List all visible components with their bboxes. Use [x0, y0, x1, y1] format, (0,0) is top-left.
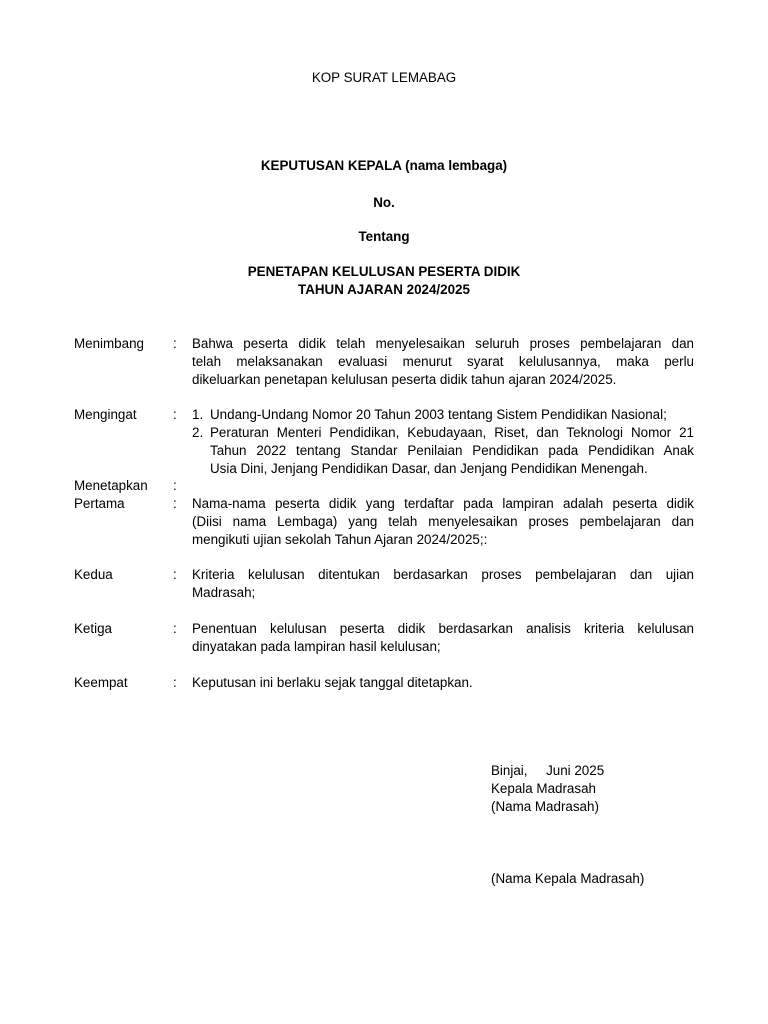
keempat-text: [192, 674, 694, 692]
signature-position: Kepala Madrasah: [491, 781, 596, 796]
mengingat-item-text: [210, 424, 694, 478]
pertama-line: (Diisi nama Lembaga) yang telah menyelesaikan proses pembelajaran dan: [192, 514, 694, 529]
mengingat-item-line: Tahun 2022 tentang Standar Penilaian Pendidikan pada Pendidikan Anak: [210, 443, 694, 458]
mengingat-item-number: 1.: [192, 407, 204, 422]
ketiga-colon: :: [173, 621, 177, 636]
kedua-line: Kriteria kelulusan ditentukan berdasarkan proses pembelajaran dan ujian: [192, 567, 694, 582]
mengingat-item-number: 2.: [192, 425, 204, 440]
keempat-label: Keempat: [74, 675, 128, 690]
pertama-line: mengikuti ujian sekolah Tahun Ajaran 2024/2025;:: [192, 532, 488, 547]
mengingat-label: Mengingat: [74, 407, 137, 422]
mengingat-item-line: Usia Dini, Jenjang Pendidikan Dasar, dan Jenjang Pendidikan Menengah.: [210, 461, 648, 476]
menetapkan-colon: :: [173, 478, 177, 493]
keempat-colon: :: [173, 675, 177, 690]
pertama-line: Nama-nama peserta didik yang terdaftar pada lampiran adalah peserta didik: [192, 496, 694, 511]
ketiga-line: dinyatakan pada lampiran hasil kelulusan;: [192, 639, 441, 654]
menimbang-line: telah melaksanakan evaluasi menurut syarat kelulusannya, maka perlu: [192, 354, 694, 369]
kedua-text: [192, 566, 694, 602]
mengingat-item-line: Peraturan Menteri Pendidikan, Kebudayaan, Riset, dan Teknologi Nomor 21: [210, 425, 694, 440]
ketiga-text: [192, 620, 694, 656]
decree-title: KEPUTUSAN KEPALA (nama lembaga): [260, 158, 508, 173]
kedua-line: Madrasah;: [192, 585, 256, 600]
menimbang-text: [192, 335, 694, 389]
menimbang-label: Menimbang: [74, 336, 144, 351]
kedua-label: Kedua: [74, 567, 113, 582]
signature-name: (Nama Kepala Madrasah): [491, 871, 645, 886]
signature-place-date: Binjai, Juni 2025: [491, 763, 605, 778]
keempat-line: Keputusan ini berlaku sejak tanggal ditetapkan.: [192, 675, 473, 690]
decree-subject-line-2: TAHUN AJARAN 2024/2025: [298, 282, 470, 297]
decree-about: Tentang: [358, 229, 410, 244]
menetapkan-label: Menetapkan: [74, 478, 148, 493]
menimbang-line: dikeluarkan penetapan kelulusan peserta didik tahun ajaran 2024/2025.: [192, 372, 617, 387]
ketiga-label: Ketiga: [74, 621, 112, 636]
letterhead: KOP SURAT LEMABAG: [311, 70, 457, 85]
menimbang-colon: :: [173, 336, 177, 351]
mengingat-item-line: Undang-Undang Nomor 20 Tahun 2003 tentang Sistem Pendidikan Nasional;: [210, 407, 667, 422]
pertama-label: Pertama: [74, 496, 125, 511]
mengingat-item-text: [210, 406, 694, 424]
kedua-colon: :: [173, 567, 177, 582]
mengingat-colon: :: [173, 407, 177, 422]
decree-subject-line-1: PENETAPAN KELULUSAN PESERTA DIDIK: [247, 264, 521, 279]
pertama-colon: :: [173, 496, 177, 511]
decree-number: No.: [373, 195, 395, 210]
menimbang-line: Bahwa peserta didik telah menyelesaikan seluruh proses pembelajaran dan: [192, 336, 694, 351]
pertama-text: [192, 495, 694, 549]
signature-institution: (Nama Madrasah): [491, 799, 599, 814]
ketiga-line: Penentuan kelulusan peserta didik berdasarkan analisis kriteria kelulusan: [192, 621, 694, 636]
